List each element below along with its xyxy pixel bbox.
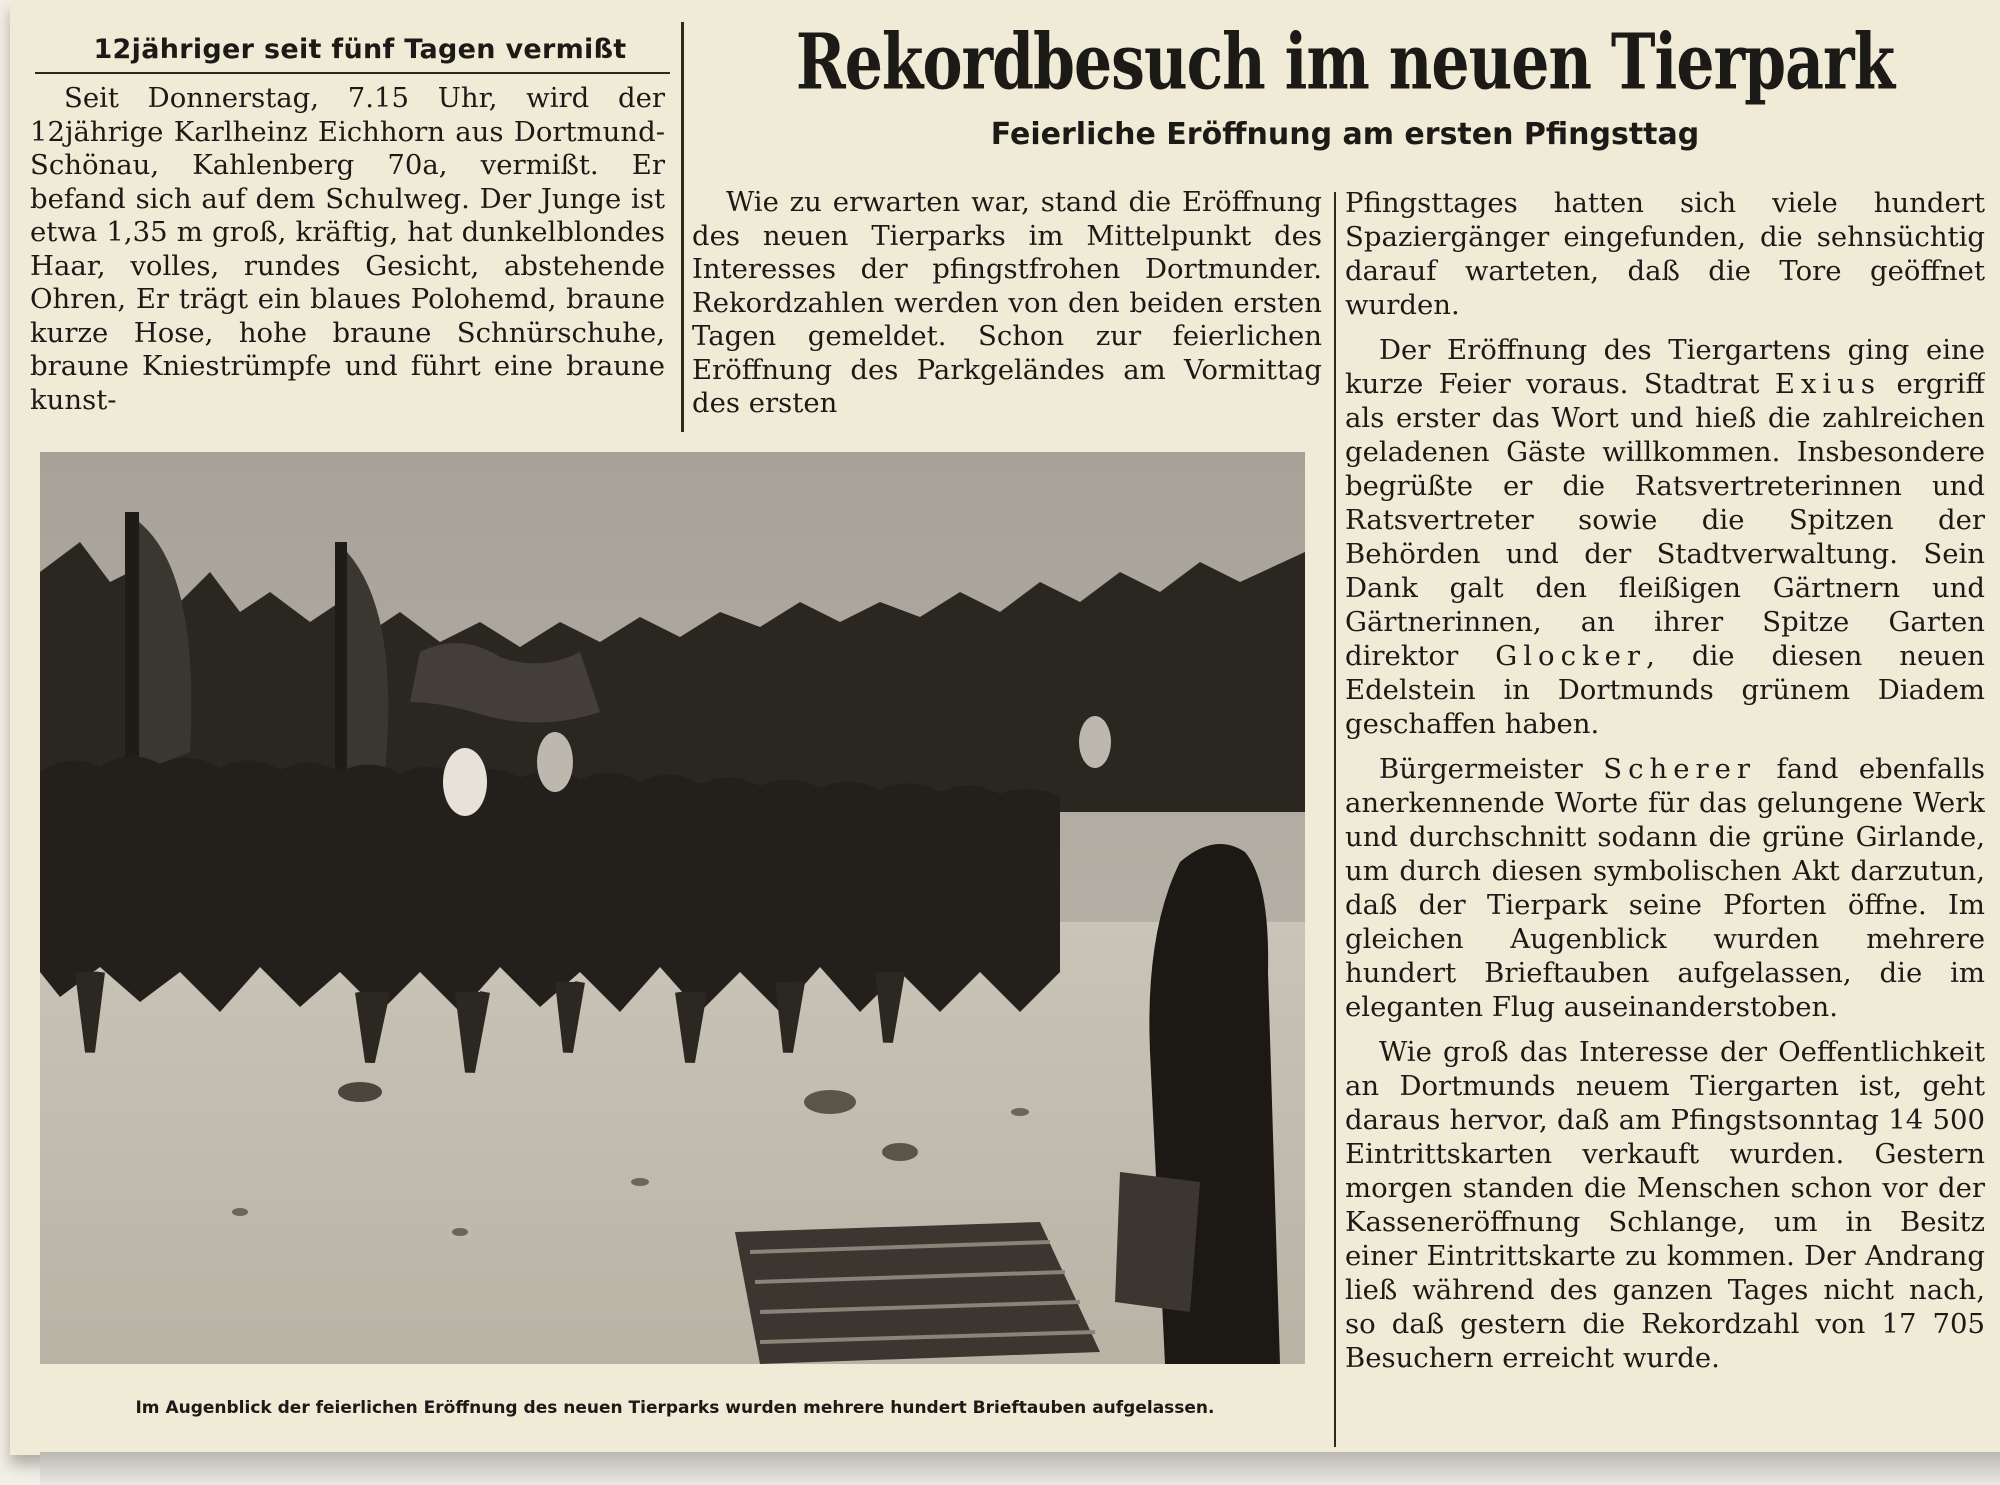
pigeon (804, 1090, 856, 1114)
pigeon-crate-back (1115, 1172, 1200, 1312)
page-edge-shadow (40, 1452, 2000, 1485)
missing-child-paragraph: Seit Donnerstag, 7.15 Uhr, wird der 12jährige Karlheinz Eichhorn aus Dortmund-Schönau, Kahlenberg 70a, vermißt. Er befand sich auf dem Schulweg. Der Junge ist etwa 1,35 m groß, kräftig, hat dunkelblondes Haar, volles, rundes Gesicht, abstehende Ohren, Er trägt ein blaues Polohemd, braune kurze Hose, hohe braune Schnürschuhe, braune Kniestrümpfe und führt eine braune kunst- (30, 82, 665, 416)
column-rule-right (1334, 192, 1336, 1447)
photo-caption: Im Augenblick der feierlichen Eröffnung des neuen Tierparks wurden mehrere hundert Brieftauben aufgelassen. (135, 1398, 1215, 1418)
article-subheadline: Feierliche Eröffnung am ersten Pfingsttag (990, 117, 1700, 152)
article-headline: Rekordbesuch im neuen Tierpark (795, 18, 1895, 108)
pigeon (338, 1082, 382, 1102)
pigeon (1011, 1108, 1029, 1116)
name-scherer: Scherer (1603, 753, 1757, 785)
article-column-middle (692, 186, 1322, 426)
article-column-right (1345, 186, 1985, 1456)
photo-illustration (40, 452, 1305, 1364)
crowd-silhouette (40, 756, 1060, 1012)
light-jacket (1079, 716, 1111, 768)
white-shirt (443, 748, 487, 816)
article-paragraph: Pfingsttages hatten sich viele hundert Spaziergänger eingefunden, die sehnsüchtig darauf warteten, daß die Tore geöffnet wurden. (1345, 187, 1985, 321)
photo-zoo-opening (40, 452, 1305, 1364)
column-rule-left (681, 22, 684, 432)
paragraph-text: Der Eröffnung des Tiergartens ging eine kurze Feier voraus. Stadtrat (1345, 334, 1985, 400)
pigeon (452, 1228, 468, 1236)
pigeon (631, 1178, 649, 1186)
article-paragraph (1345, 333, 1985, 741)
name-glocker: Glocker (1495, 640, 1647, 672)
missing-child-headline: 12jähriger seit fünf Tagen vermißt (93, 34, 627, 65)
pigeon (882, 1143, 918, 1161)
article-paragraph (1345, 752, 1985, 1024)
headline-rule (35, 72, 670, 74)
paragraph-text: fand ebenfalls anerkennende Worte für das gelungene Werk und durchschnitt sodann die grüne Girlande, um durch diesen symbolischen Akt darzutun, daß der Tierpark seine Pforten öffne. Im gleichen Augenblick wurden mehrere hundert Brieftauben aufgelassen, die im eleganten Flug auseinanderstoben. (1345, 753, 1985, 1023)
paragraph-text: Bürgermeister (1379, 753, 1583, 785)
paragraph-text: , die diesen neuen Edelstein in Dortmunds grünem Diadem geschaffen haben. (1345, 640, 1985, 740)
light-jacket (537, 732, 573, 792)
article-paragraph: Wie groß das Interesse der Oeffentlichkeit an Dortmunds neuem Tiergarten ist, geht daraus hervor, daß am Pfingstsonntag 14 500 Eintrittskarten verkauft wurden. Gestern morgen standen die Menschen schon vor der Kasseneröffnung Schlange, um in Besitz einer Eintrittskarte zu kommen. Der Andrang ließ während des ganzen Tages nicht nach, so daß gestern die Rekordzahl von 17 705 Besuchern erreicht wurde. (1345, 1036, 1985, 1374)
pigeon (232, 1208, 248, 1216)
missing-child-text (30, 82, 665, 422)
paragraph-text: ergriff als erster das Wort und hieß die zahlreichen geladenen Gäste willkommen. Insbesondere begrüßte er die Ratsvertreterinnen und Ratsvertreter sowie die Spitzen der Behörden und der Stadtverwaltung. Sein Dank galt den fleißigen Gärtnern und Gärtnerinnen, an ihrer Spitze Garten direktor (1345, 368, 1985, 672)
article-paragraph: Wie zu erwarten war, stand die Eröffnung des neuen Tierparks im Mittelpunkt des Interesses der pfingstfrohen Dortmunder. Rekordzahlen werden von den beiden ersten Tagen gemeldet. Schon zur feierlichen Eröffnung des Parkgeländes am Vormittag des ersten (692, 186, 1322, 419)
name-exius: Exius (1774, 368, 1882, 400)
